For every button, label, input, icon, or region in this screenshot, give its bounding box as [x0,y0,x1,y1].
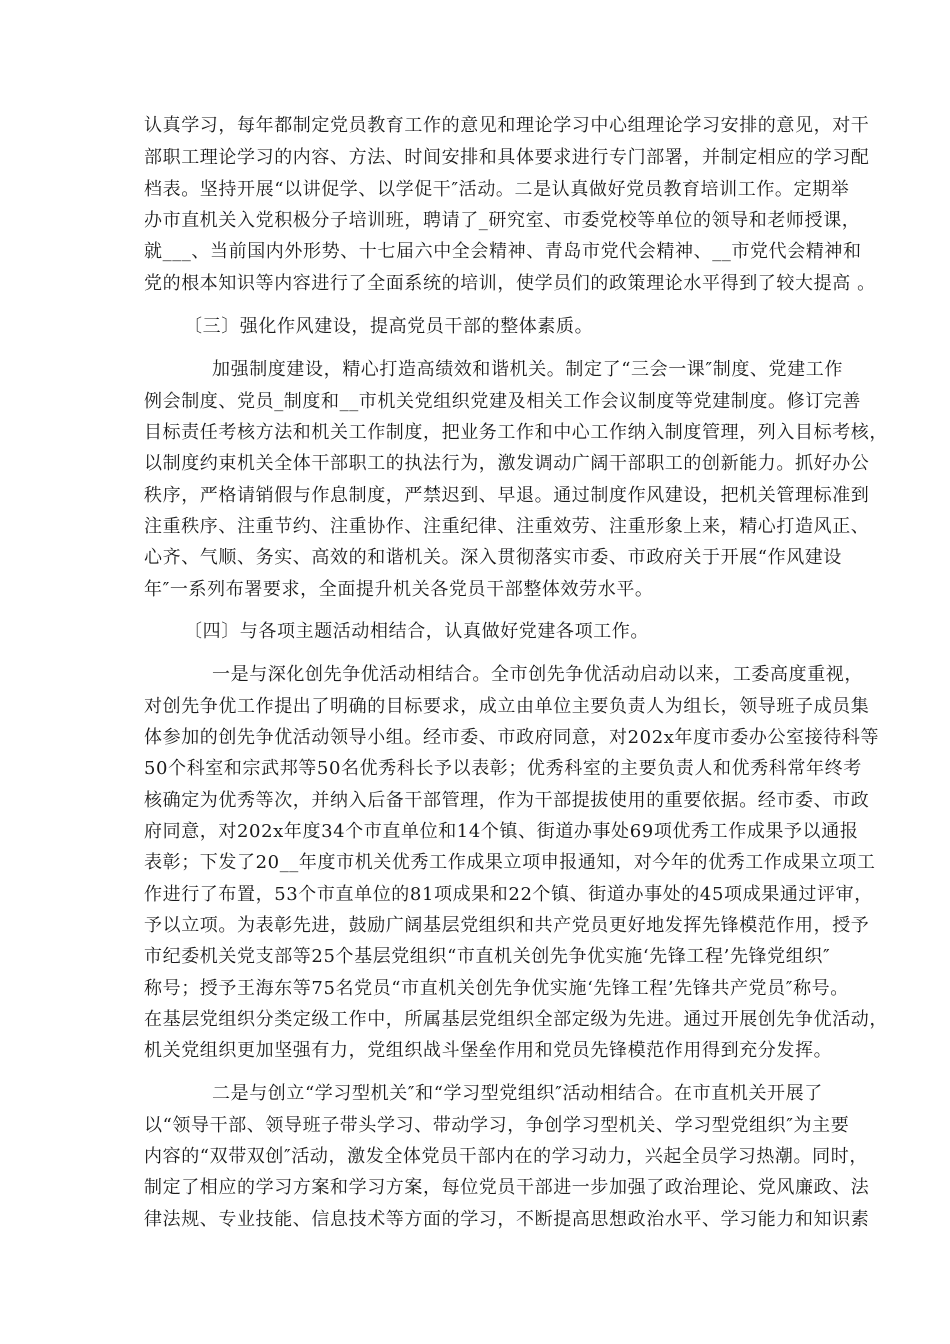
text-line: 以制度约束机关全体干部职工的执法行为，激发调动广阔干部职工的创新能力。抓好办公 [144,453,870,474]
text-line: 体参加的创先争优活动领导小组。经市委、市政府同意，对202x年度市委办公室接待科等 [144,727,880,748]
text-line: 予以立项。为表彰先进，鼓励广阔基层党组织和共产党员更好地发挥先锋模范作用，授予 [144,915,870,936]
text-line: 作进行了布置，53个市直单位的81项成果和22个镇、街道办事处的45项成果通过评审， [144,884,873,905]
text-line: 府同意，对202x年度34个市直单位和14个镇、街道办事处69项优秀工作成果予以通报 [144,821,859,842]
text-line: 机关党组织更加坚强有力，党组织战斗堡垒作用和党员先锋模范作用得到充分发挥。 [144,1040,833,1061]
text-line: 制定了相应的学习方案和学习方案，每位党员干部进一步加强了政治理论、党风廉政、法 [144,1177,870,1198]
section-heading: 〔四〕与各项主题活动相结合，认真做好党建各项工作。 [184,621,649,642]
text-line: 例会制度、党员_制度和__市机关党组织党建及相关工作会议制度等党建制度。修订完善 [144,391,861,412]
text-line: 注重秩序、注重节约、注重协作、注重纪律、注重效劳、注重形象上来，精心打造风正、 [144,516,870,537]
section-heading: 〔三〕强化作风建设，提高党员干部的整体素质。 [184,316,594,337]
text-line: 办市直机关入党积极分子培训班，聘请了_研究室、市委党校等单位的领导和老师授课， [144,210,861,231]
text-line: 目标责任考核方法和机关工作制度，把业务工作和中心工作纳入制度管理，列入目标考核， [144,422,888,443]
text-line: 心齐、气顺、务实、高效的和谐机关。深入贯彻落实市委、市政府关于开展“作风建设 [144,547,842,568]
text-line: 50个科室和宗武邦等50名优秀科长予以表彰；优秀科室的主要负责人和优秀科常年终考 [144,758,862,779]
text-line: 在基层党组织分类定级工作中，所属基层党组织全部定级为先进。通过开展创先争优活动， [144,1009,888,1030]
text-line: 年″一系列布署要求，全面提升机关各党员干部整体效劳水平。 [144,579,654,600]
paragraph-first-line: 一是与深化创先争优活动相结合。全市创先争优活动启动以来，工委高度重视， [212,664,863,685]
text-line: 市纪委机关党支部等25个基层党组织“市直机关创先争优实施‘先锋工程’先锋党组织″ [144,946,831,967]
paragraph-first-line: 二是与创立“学习型机关″和“学习型党组织″活动相结合。在市直机关开展了 [212,1083,823,1104]
text-line: 以“领导干部、领导班子带头学习、带动学习，争创学习型机关、学习型党组织″为主要 [144,1115,850,1136]
text-line: 律法规、专业技能、信息技术等方面的学习，不断提高思想政治水平、学习能力和知识素 [144,1209,870,1230]
text-line: 核确定为优秀等次，并纳入后备干部管理，作为干部提拔使用的重要依据。经市委、市政 [144,790,870,811]
text-line: 档表。坚持开展“以讲促学、以学促干″活动。二是认真做好党员教育培训工作。定期举 [144,179,850,200]
text-line: 对创先争优工作提出了明确的目标要求，成立由单位主要负责人为组长，领导班子成员集 [144,696,870,717]
text-line: 认真学习，每年都制定党员教育工作的意见和理论学习中心组理论学习安排的意见，对干 [144,115,870,136]
text-line: 党的根本知识等内容进行了全面系统的培训，使学员们的政策理论水平得到了较大提高 。 [144,273,876,294]
text-line: 秩序，严格请销假与作息制度，严禁迟到、早退。通过制度作风建设，把机关管理标准到 [144,485,870,506]
paragraph-first-line: 加强制度建设，精心打造高绩效和谐机关。制定了“三会一课″制度、党建工作 [212,359,843,380]
text-line: 内容的“双带双创″活动，激发全体党员干部内在的学习动力，兴起全员学习热潮。同时， [144,1146,868,1167]
text-line: 表彰；下发了20__年度市机关优秀工作成果立项申报通知，对今年的优秀工作成果立项工 [144,852,876,873]
text-line: 部职工理论学习的内容、方法、时间安排和具体要求进行专门部署，并制定相应的学习配 [144,147,870,168]
text-line: 称号；授予王海东等75名党员“市直机关创先争优实施‘先锋工程’先锋共产党员″称号。 [144,978,849,999]
text-line: 就___、当前国内外形势、十七届六中全会精神、青岛市党代会精神、__市党代会精神和 [144,241,862,262]
